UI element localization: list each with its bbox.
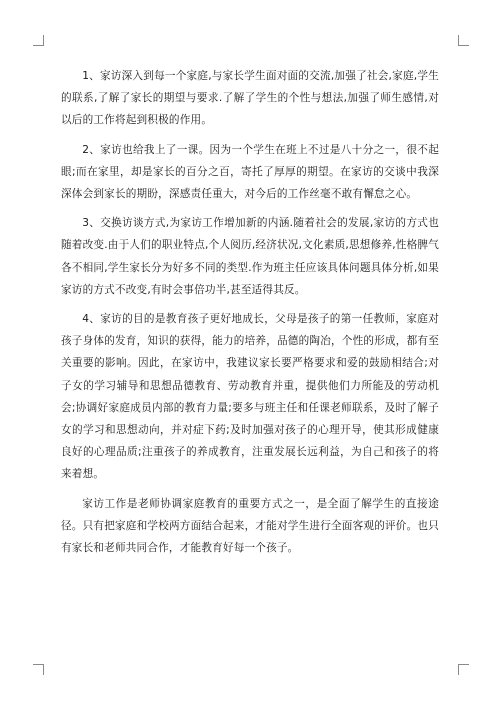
paragraph-1: 1、家访深入到每一个家庭,与家长学生面对面的交流,加强了社会,家庭,学生的联系,了解了家长的期望与要求.了解了学生的个性与想法,加强了师生感情,对以后的工作将起到积极的作用。	[61, 70, 439, 127]
paragraph-2: 2、家访也给我上了一课。因为一个学生在班上不过是八十分之一，很不起眼;而在家里，却是家长的百分之百，寄托了厚厚的期望。在家访的交谈中我深深体会到家长的期盼，深感责任重大，对今后的工作丝毫不敢有懈怠之心。	[61, 143, 439, 201]
page-corner-mark-top-right	[458, 35, 469, 46]
paragraph-5: 家访工作是老师协调家庭教育的重要方式之一，是全面了解学生的直接途径。只有把家庭和学校两方面结合起来，才能对学生进行全面客观的评价。也只有家长和老师共同合作，才能教育好每一个孩子。	[61, 497, 439, 555]
page-corner-mark-top-left	[33, 35, 44, 46]
paragraph-4: 4、家访的目的是教育孩子更好地成长，父母是孩子的第一任教师，家庭对孩子身体的发育，知识的获得，能力的培养，品德的陶冶，个性的形成，都有至关重要的影响。因此，在家访中，我建议家长要严格要求和爱的鼓励相结合;对子女的学习辅导和思想品德教育、劳动教育并重，提供他们力所能及的劳动机会;协调好家庭成员内部的教育力量;要多与班主任和任课老师联系，及时了解子女的学习和思想动向，并对症下药;及时加强对孩子的心理开导，使其形成健康良好的心理品质;注重孩子的养成教育，注重发展长远利益，为自己和孩子的将来着想。	[61, 313, 439, 481]
page-corner-mark-bottom-right	[458, 664, 469, 675]
paragraph-3: 3、交换访谈方式,为家访工作增加新的内涵.随着社会的发展,家访的方式也随着改变.由于人们的职业特点,个人阅历,经济状况,文化素质,思想修养,性格脾气各不相同,学生家长分为好多不同的类型.作为班主任应该具体问题具体分析,如果家访的方式不改变,有时会事倍功半,甚至适得其反。	[61, 217, 439, 296]
document-body	[61, 65, 439, 566]
page-corner-mark-bottom-left	[33, 664, 44, 675]
